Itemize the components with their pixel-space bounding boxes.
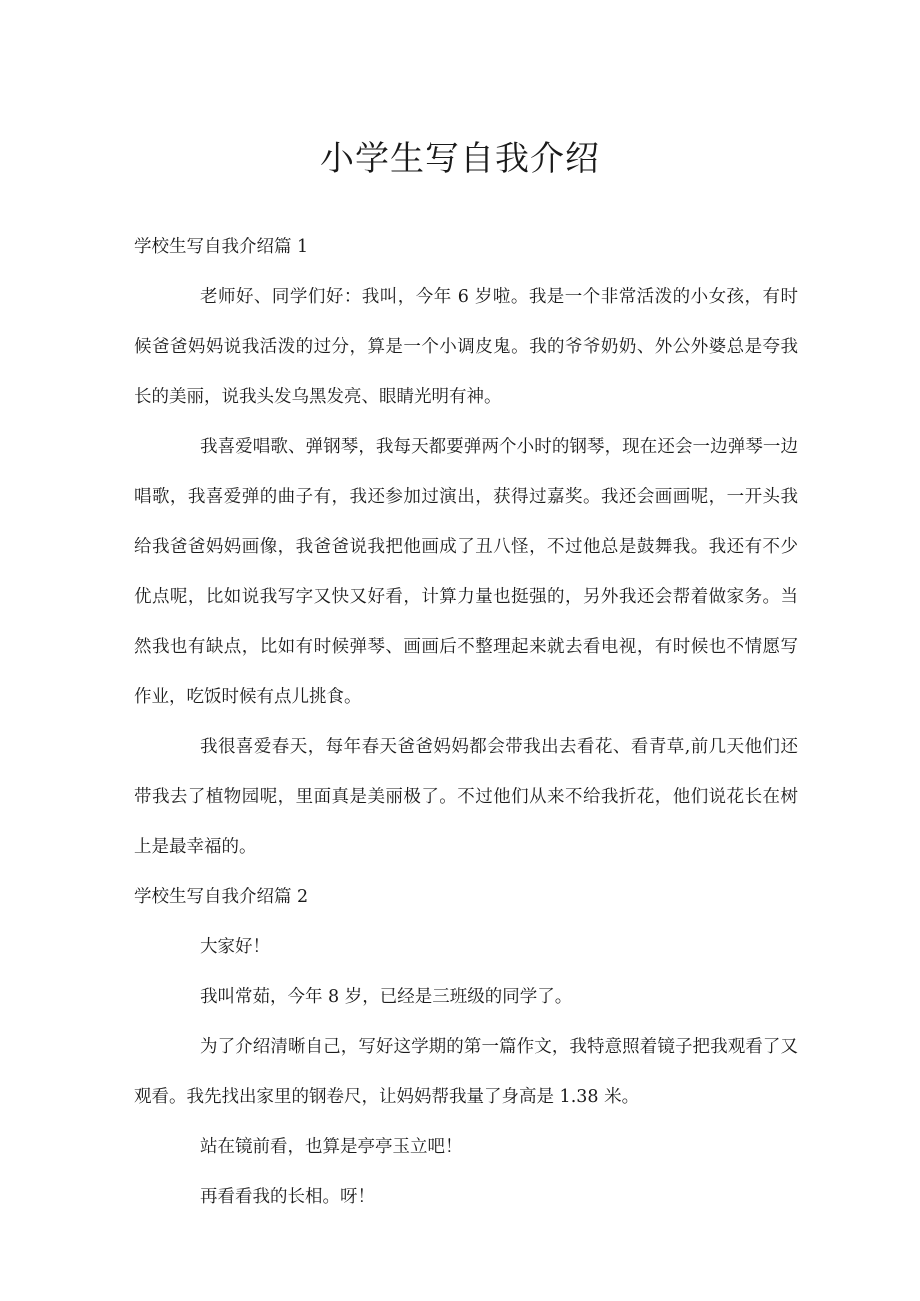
- section-2-paragraph-2: 我叫常茹，今年 8 岁，已经是三班级的同学了。: [200, 987, 573, 1007]
- document-title: 小学生写自我介绍: [320, 139, 600, 179]
- section-1-paragraph-2: 我喜爱唱歌、弹钢琴，我每天都要弹两个小时的钢琴，现在还会一边弹琴一边唱歌，我喜爱弹的曲子有，我还参加过演出，获得过嘉奖。我还会画画呢，一开头我给我爸爸妈妈画像，我爸爸说我把他画成了丑八怪，不过他总是鼓舞我。我还有不少优点呢，比如说我写字又快又好看，计算力量也挺强的，另外我还会帮着做家务。当然我也有缺点，比如有时候弹琴、画画后不整理起来就去看电视，有时候也不情愿写作业，吃饭时候有点儿挑食。: [134, 437, 798, 707]
- section-2-paragraph-5: 再看看我的长相。呀！: [200, 1187, 375, 1207]
- section-2-paragraph-3: 为了介绍清晰自己，写好这学期的第一篇作文，我特意照着镜子把我观看了又观看。我先找出家里的钢卷尺，让妈妈帮我量了身高是 1.38 米。: [134, 1037, 798, 1107]
- section-1-paragraph-1: 老师好、同学们好：我叫，今年 6 岁啦。我是一个非常活泼的小女孩，有时候爸爸妈妈说我活泼的过分，算是一个小调皮鬼。我的爷爷奶奶、外公外婆总是夸我长的美丽，说我头发乌黑发亮、眼睛光明有神。: [134, 287, 798, 407]
- section-1-paragraph-3: 我很喜爱春天，每年春天爸爸妈妈都会带我出去看花、看青草,前几天他们还带我去了植物园呢，里面真是美丽极了。不过他们从来不给我折花，他们说花长在树上是最幸福的。: [134, 737, 798, 857]
- section-2-paragraph-4: 站在镜前看，也算是亭亭玉立吧！: [200, 1137, 463, 1157]
- section-heading-2: 学校生写自我介绍篇 2: [134, 887, 309, 907]
- document-body: [134, 222, 798, 1222]
- section-heading-1: 学校生写自我介绍篇 1: [134, 237, 309, 257]
- section-2-paragraph-1: 大家好！: [200, 937, 270, 957]
